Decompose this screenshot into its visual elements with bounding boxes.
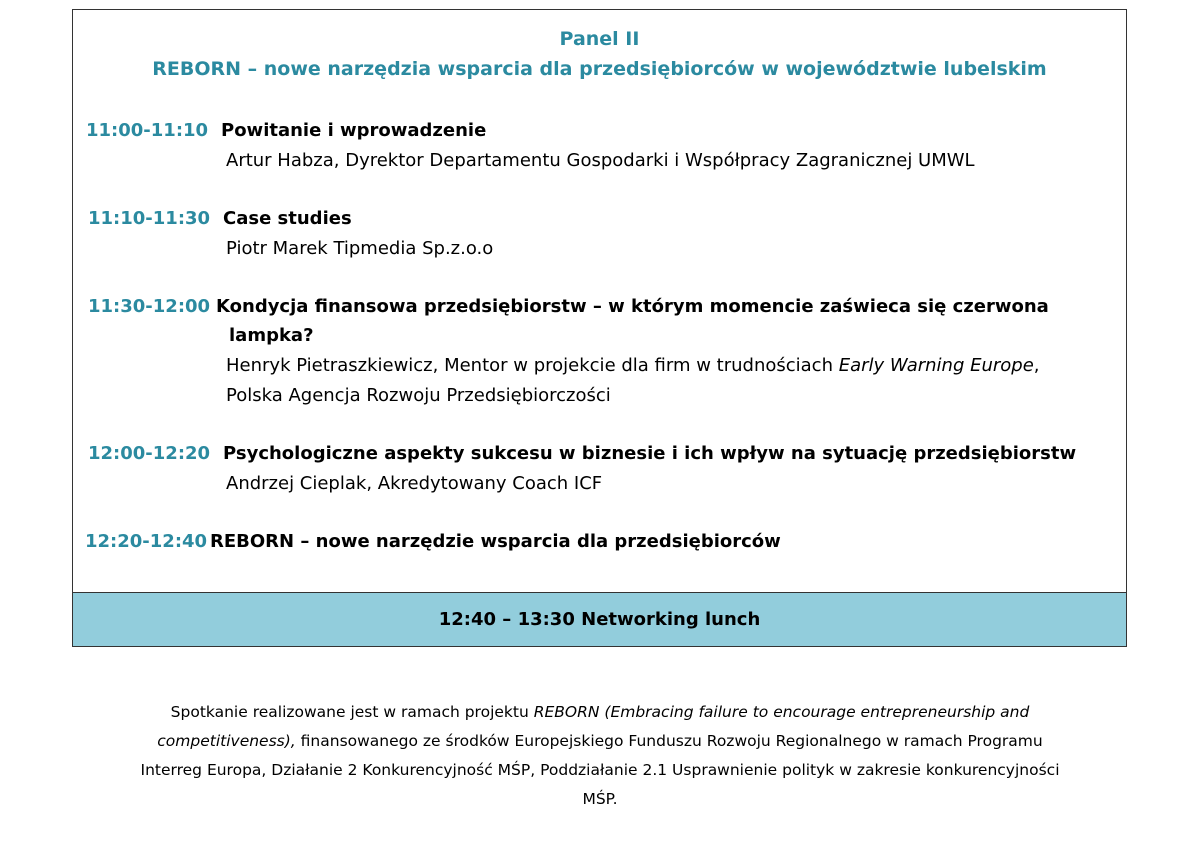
agenda-time: 12:20-12:40 [85,531,208,552]
agenda-title: Powitanie i wprowadzenie [221,120,487,141]
agenda-time: 11:00-11:10 [86,120,209,141]
agenda-title: Psychologiczne aspekty sukcesu w biznesie i ich wpływ na sytuację przedsiębiorstw [223,443,1077,464]
agenda-panel [72,9,1127,647]
project-funding-note: Spotkanie realizowane jest w ramach projektu REBORN (Embracing failure to encourage entrepreneurship and competitiveness), finansowanego ze środków Europejskiego Funduszu Rozwoju Regionalnego w ramach Programu Interreg Europa, Działanie 2 Konkurencyjność MŚP, Poddziałanie 2.1 Usprawnienie polityk w zakresie konkurencyjności MŚP. [140,703,1060,808]
agenda-title: Case studies [223,208,352,229]
agenda-speaker-organization: Polska Agencja Rozwoju Przedsiębiorczości [226,385,611,406]
agenda-title-continued: lampka? [229,325,314,346]
agenda-title: REBORN – nowe narzędzie wsparcia dla przedsiębiorców [210,531,781,552]
agenda-time: 12:00-12:20 [88,443,211,464]
agenda-speaker: Andrzej Cieplak, Akredytowany Coach ICF [226,473,603,494]
agenda-speaker: Piotr Marek Tipmedia Sp.z.o.o [226,238,494,259]
project-full-name: REBORN (Embracing failure to encourage entrepreneurship and competitiveness), [157,703,1030,750]
panel-label: Panel II [559,28,640,50]
agenda-title: Kondycja finansowa przedsiębiorstw – w którym momencie zaświeca się czerwona [216,296,1049,317]
agenda-speaker: Henryk Pietraszkiewicz, Mentor w projekcie dla firm w trudnościach Early Warning Europe, [226,355,1040,376]
panel-title: REBORN – nowe narzędzia wsparcia dla przedsiębiorców w województwie lubelskim [152,58,1047,80]
agenda-speaker: Artur Habza, Dyrektor Departamentu Gospodarki i Współpracy Zagranicznej UMWL [226,150,975,171]
agenda-time: 11:30-12:00 [88,296,211,317]
project-name: Early Warning Europe [838,355,1034,376]
agenda-time: 11:10-11:30 [88,208,211,229]
networking-lunch-banner: 12:40 – 13:30 Networking lunch [73,592,1126,646]
